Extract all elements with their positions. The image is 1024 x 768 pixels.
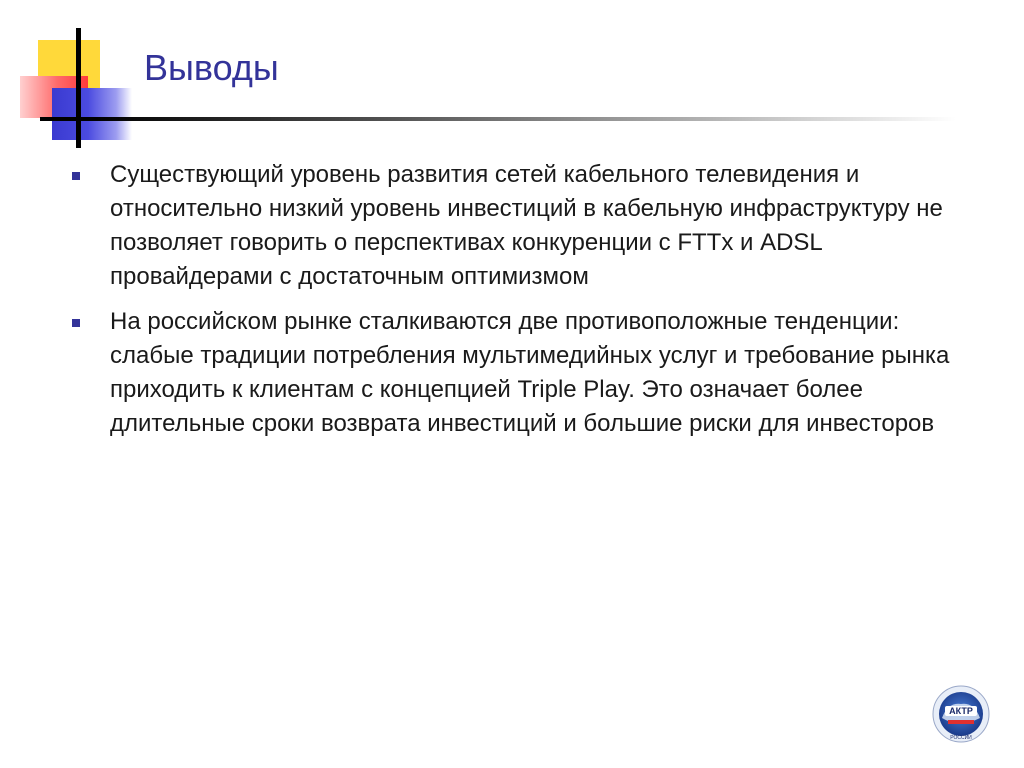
bullet-text: На российском рынке сталкиваются две противоположные тенденции: слабые традиции потребления мультимедийных услуг и требование рынка приходить к клиентам с концепцией Triple Play. Это означает более длительные сроки возврата инвестиций и большие риски для инвесторов	[110, 308, 950, 437]
bullet-list	[72, 158, 952, 452]
logo-sublabel: РОССИИ	[950, 735, 972, 741]
blue-square-decoration	[52, 88, 132, 140]
horizontal-bar-decoration	[40, 117, 100, 121]
slide-title: Выводы	[144, 47, 279, 88]
bullet-item	[72, 305, 952, 441]
vertical-bar-decoration	[76, 28, 81, 148]
title-underline	[96, 117, 956, 121]
aktr-logo-icon	[928, 684, 994, 744]
aktr-logo	[928, 684, 994, 744]
logo-label: АКТР	[949, 706, 973, 716]
bullet-item	[72, 158, 952, 294]
bullet-text: Существующий уровень развития сетей кабельного телевидения и относительно низкий уровень инвестиций в кабельную инфраструктуру не позволяет говорить о перспективах конкуренции с FTTx и ADSL провайдерами с достаточным оптимизмом	[110, 161, 943, 290]
square-bullet-icon	[72, 319, 80, 327]
square-bullet-icon	[72, 172, 80, 180]
title-decoration	[0, 0, 140, 150]
